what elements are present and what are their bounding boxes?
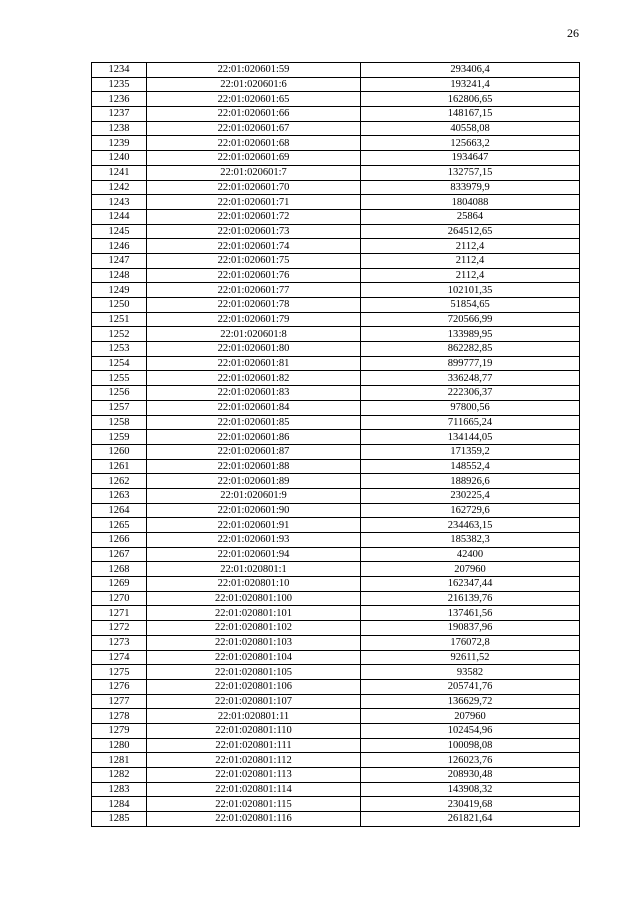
- value-cell: 148167,15: [361, 107, 580, 122]
- row-number-cell: 1249: [92, 283, 147, 298]
- cadastral-number-cell: 22:01:020601:70: [147, 180, 361, 195]
- cadastral-number-cell: 22:01:020601:85: [147, 415, 361, 430]
- cadastral-number-cell: 22:01:020601:69: [147, 151, 361, 166]
- value-cell: 185382,3: [361, 533, 580, 548]
- cadastral-number-cell: 22:01:020801:10: [147, 577, 361, 592]
- table-row: [92, 503, 580, 518]
- table-row: [92, 224, 580, 239]
- value-cell: 2112,4: [361, 239, 580, 254]
- table-row: [92, 415, 580, 430]
- table-row: [92, 400, 580, 415]
- value-cell: 162806,65: [361, 92, 580, 107]
- table-row: [92, 92, 580, 107]
- value-cell: 230225,4: [361, 488, 580, 503]
- row-number-cell: 1271: [92, 606, 147, 621]
- cadastral-number-cell: 22:01:020601:72: [147, 209, 361, 224]
- table-row: [92, 342, 580, 357]
- row-number-cell: 1252: [92, 327, 147, 342]
- row-number-cell: 1235: [92, 77, 147, 92]
- value-cell: 132757,15: [361, 165, 580, 180]
- row-number-cell: 1240: [92, 151, 147, 166]
- value-cell: 862282,85: [361, 342, 580, 357]
- table-row: [92, 812, 580, 827]
- cadastral-number-cell: 22:01:020601:94: [147, 547, 361, 562]
- table-row: [92, 283, 580, 298]
- table-row: [92, 430, 580, 445]
- value-cell: 93582: [361, 665, 580, 680]
- table-row: [92, 77, 580, 92]
- row-number-cell: 1245: [92, 224, 147, 239]
- table-row: [92, 121, 580, 136]
- row-number-cell: 1238: [92, 121, 147, 136]
- row-number-cell: 1270: [92, 591, 147, 606]
- row-number-cell: 1280: [92, 738, 147, 753]
- cadastral-number-cell: 22:01:020601:73: [147, 224, 361, 239]
- table-row: [92, 635, 580, 650]
- cadastral-number-cell: 22:01:020601:66: [147, 107, 361, 122]
- row-number-cell: 1257: [92, 400, 147, 415]
- value-cell: 711665,24: [361, 415, 580, 430]
- cadastral-number-cell: 22:01:020601:77: [147, 283, 361, 298]
- cadastral-number-cell: 22:01:020601:7: [147, 165, 361, 180]
- row-number-cell: 1244: [92, 209, 147, 224]
- row-number-cell: 1277: [92, 694, 147, 709]
- value-cell: 216139,76: [361, 591, 580, 606]
- cadastral-number-cell: 22:01:020601:67: [147, 121, 361, 136]
- cadastral-number-cell: 22:01:020801:105: [147, 665, 361, 680]
- table-row: [92, 165, 580, 180]
- cadastral-number-cell: 22:01:020801:103: [147, 635, 361, 650]
- row-number-cell: 1241: [92, 165, 147, 180]
- cadastral-number-cell: 22:01:020601:86: [147, 430, 361, 445]
- table-row: [92, 459, 580, 474]
- table-row: [92, 562, 580, 577]
- row-number-cell: 1269: [92, 577, 147, 592]
- row-number-cell: 1250: [92, 298, 147, 313]
- table-row: [92, 591, 580, 606]
- value-cell: 336248,77: [361, 371, 580, 386]
- cadastral-number-cell: 22:01:020801:111: [147, 738, 361, 753]
- cadastral-number-cell: 22:01:020601:9: [147, 488, 361, 503]
- table-row: [92, 665, 580, 680]
- value-cell: 133989,95: [361, 327, 580, 342]
- table-row: [92, 782, 580, 797]
- row-number-cell: 1284: [92, 797, 147, 812]
- value-cell: 208930,48: [361, 768, 580, 783]
- cadastral-number-cell: 22:01:020601:6: [147, 77, 361, 92]
- row-number-cell: 1276: [92, 679, 147, 694]
- cadastral-number-cell: 22:01:020801:112: [147, 753, 361, 768]
- table-row: [92, 356, 580, 371]
- cadastral-number-cell: 22:01:020601:68: [147, 136, 361, 151]
- row-number-cell: 1263: [92, 488, 147, 503]
- table-row: [92, 679, 580, 694]
- value-cell: 126023,76: [361, 753, 580, 768]
- row-number-cell: 1242: [92, 180, 147, 195]
- row-number-cell: 1234: [92, 63, 147, 78]
- cadastral-number-cell: 22:01:020601:59: [147, 63, 361, 78]
- row-number-cell: 1285: [92, 812, 147, 827]
- cadastral-value-table: [91, 62, 580, 827]
- row-number-cell: 1264: [92, 503, 147, 518]
- row-number-cell: 1266: [92, 533, 147, 548]
- table-row: [92, 753, 580, 768]
- value-cell: 176072,8: [361, 635, 580, 650]
- cadastral-number-cell: 22:01:020601:75: [147, 253, 361, 268]
- table-row: [92, 371, 580, 386]
- table-row: [92, 650, 580, 665]
- table-row: [92, 136, 580, 151]
- value-cell: 143908,32: [361, 782, 580, 797]
- value-cell: 188926,6: [361, 474, 580, 489]
- row-number-cell: 1278: [92, 709, 147, 724]
- cadastral-number-cell: 22:01:020801:107: [147, 694, 361, 709]
- cadastral-number-cell: 22:01:020801:1: [147, 562, 361, 577]
- value-cell: 162729,6: [361, 503, 580, 518]
- row-number-cell: 1258: [92, 415, 147, 430]
- value-cell: 720566,99: [361, 312, 580, 327]
- value-cell: 92611,52: [361, 650, 580, 665]
- table-row: [92, 298, 580, 313]
- row-number-cell: 1262: [92, 474, 147, 489]
- value-cell: 2112,4: [361, 268, 580, 283]
- cadastral-number-cell: 22:01:020601:90: [147, 503, 361, 518]
- value-cell: 222306,37: [361, 386, 580, 401]
- row-number-cell: 1268: [92, 562, 147, 577]
- value-cell: 136629,72: [361, 694, 580, 709]
- row-number-cell: 1274: [92, 650, 147, 665]
- cadastral-number-cell: 22:01:020601:83: [147, 386, 361, 401]
- table-row: [92, 107, 580, 122]
- table-row: [92, 63, 580, 78]
- value-cell: 171359,2: [361, 444, 580, 459]
- value-cell: 25864: [361, 209, 580, 224]
- cadastral-number-cell: 22:01:020601:80: [147, 342, 361, 357]
- row-number-cell: 1254: [92, 356, 147, 371]
- cadastral-number-cell: 22:01:020601:88: [147, 459, 361, 474]
- table-row: [92, 533, 580, 548]
- row-number-cell: 1256: [92, 386, 147, 401]
- value-cell: 205741,76: [361, 679, 580, 694]
- row-number-cell: 1279: [92, 723, 147, 738]
- table-row: [92, 797, 580, 812]
- table-row: [92, 195, 580, 210]
- value-cell: 1804088: [361, 195, 580, 210]
- table-row: [92, 327, 580, 342]
- value-cell: 230419,68: [361, 797, 580, 812]
- value-cell: 162347,44: [361, 577, 580, 592]
- cadastral-number-cell: 22:01:020601:76: [147, 268, 361, 283]
- cadastral-number-cell: 22:01:020601:82: [147, 371, 361, 386]
- row-number-cell: 1282: [92, 768, 147, 783]
- row-number-cell: 1281: [92, 753, 147, 768]
- value-cell: 261821,64: [361, 812, 580, 827]
- row-number-cell: 1251: [92, 312, 147, 327]
- value-cell: 2112,4: [361, 253, 580, 268]
- table-row: [92, 738, 580, 753]
- value-cell: 833979,9: [361, 180, 580, 195]
- value-cell: 899777,19: [361, 356, 580, 371]
- value-cell: 42400: [361, 547, 580, 562]
- value-cell: 137461,56: [361, 606, 580, 621]
- row-number-cell: 1259: [92, 430, 147, 445]
- table-row: [92, 312, 580, 327]
- cadastral-number-cell: 22:01:020801:116: [147, 812, 361, 827]
- row-number-cell: 1243: [92, 195, 147, 210]
- value-cell: 51854,65: [361, 298, 580, 313]
- row-number-cell: 1253: [92, 342, 147, 357]
- value-cell: 102454,96: [361, 723, 580, 738]
- row-number-cell: 1267: [92, 547, 147, 562]
- cadastral-number-cell: 22:01:020801:115: [147, 797, 361, 812]
- value-cell: 190837,96: [361, 621, 580, 636]
- row-number-cell: 1247: [92, 253, 147, 268]
- page-number: 26: [567, 26, 579, 40]
- row-number-cell: 1237: [92, 107, 147, 122]
- table-row: [92, 180, 580, 195]
- row-number-cell: 1273: [92, 635, 147, 650]
- row-number-cell: 1265: [92, 518, 147, 533]
- table-row: [92, 474, 580, 489]
- cadastral-number-cell: 22:01:020801:102: [147, 621, 361, 636]
- row-number-cell: 1283: [92, 782, 147, 797]
- table-row: [92, 723, 580, 738]
- table-row: [92, 709, 580, 724]
- row-number-cell: 1239: [92, 136, 147, 151]
- value-cell: 1934647: [361, 151, 580, 166]
- cadastral-number-cell: 22:01:020601:8: [147, 327, 361, 342]
- table-row: [92, 253, 580, 268]
- row-number-cell: 1275: [92, 665, 147, 680]
- cadastral-number-cell: 22:01:020801:110: [147, 723, 361, 738]
- table-row: [92, 209, 580, 224]
- row-number-cell: 1246: [92, 239, 147, 254]
- value-cell: 148552,4: [361, 459, 580, 474]
- row-number-cell: 1248: [92, 268, 147, 283]
- cadastral-number-cell: 22:01:020801:114: [147, 782, 361, 797]
- row-number-cell: 1272: [92, 621, 147, 636]
- value-cell: 134144,05: [361, 430, 580, 445]
- table-row: [92, 444, 580, 459]
- cadastral-number-cell: 22:01:020601:65: [147, 92, 361, 107]
- cadastral-number-cell: 22:01:020801:100: [147, 591, 361, 606]
- row-number-cell: 1236: [92, 92, 147, 107]
- table-row: [92, 239, 580, 254]
- value-cell: 125663,2: [361, 136, 580, 151]
- table-body: [92, 63, 580, 827]
- table-row: [92, 151, 580, 166]
- table-row: [92, 518, 580, 533]
- value-cell: 97800,56: [361, 400, 580, 415]
- table-row: [92, 768, 580, 783]
- cadastral-number-cell: 22:01:020601:91: [147, 518, 361, 533]
- cadastral-number-cell: 22:01:020601:87: [147, 444, 361, 459]
- table-row: [92, 268, 580, 283]
- cadastral-number-cell: 22:01:020601:81: [147, 356, 361, 371]
- value-cell: 207960: [361, 562, 580, 577]
- cadastral-number-cell: 22:01:020601:93: [147, 533, 361, 548]
- value-cell: 293406,4: [361, 63, 580, 78]
- cadastral-number-cell: 22:01:020601:78: [147, 298, 361, 313]
- value-cell: 102101,35: [361, 283, 580, 298]
- cadastral-number-cell: 22:01:020801:104: [147, 650, 361, 665]
- cadastral-number-cell: 22:01:020601:71: [147, 195, 361, 210]
- table-row: [92, 488, 580, 503]
- cadastral-number-cell: 22:01:020801:113: [147, 768, 361, 783]
- cadastral-number-cell: 22:01:020601:79: [147, 312, 361, 327]
- cadastral-number-cell: 22:01:020601:89: [147, 474, 361, 489]
- value-cell: 40558,08: [361, 121, 580, 136]
- value-cell: 234463,15: [361, 518, 580, 533]
- row-number-cell: 1255: [92, 371, 147, 386]
- value-cell: 100098,08: [361, 738, 580, 753]
- cadastral-number-cell: 22:01:020801:101: [147, 606, 361, 621]
- table-row: [92, 386, 580, 401]
- table-row: [92, 621, 580, 636]
- row-number-cell: 1260: [92, 444, 147, 459]
- value-cell: 207960: [361, 709, 580, 724]
- cadastral-number-cell: 22:01:020801:106: [147, 679, 361, 694]
- cadastral-number-cell: 22:01:020601:84: [147, 400, 361, 415]
- table-row: [92, 606, 580, 621]
- cadastral-number-cell: 22:01:020801:11: [147, 709, 361, 724]
- table-row: [92, 577, 580, 592]
- table-row: [92, 694, 580, 709]
- value-cell: 193241,4: [361, 77, 580, 92]
- row-number-cell: 1261: [92, 459, 147, 474]
- value-cell: 264512,65: [361, 224, 580, 239]
- table-row: [92, 547, 580, 562]
- cadastral-number-cell: 22:01:020601:74: [147, 239, 361, 254]
